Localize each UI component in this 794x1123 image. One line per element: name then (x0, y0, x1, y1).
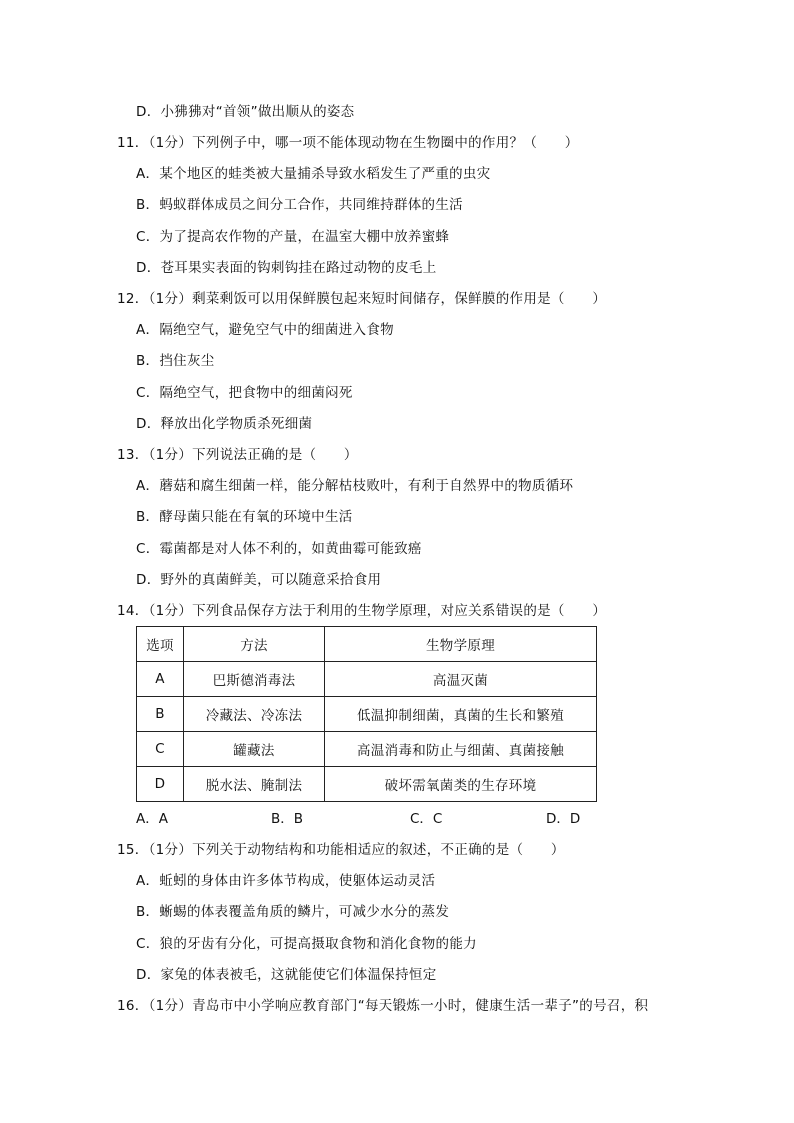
q10-option-d: D．小狒狒对“首领”做出顺从的姿态 (136, 104, 355, 120)
table-row (137, 662, 597, 697)
table-cell: 高温灭菌 (325, 662, 597, 697)
table-header-row (137, 627, 597, 662)
table-row (137, 732, 597, 767)
q13-option-a: A．蘑菇和腐生细菌一样，能分解枯枝败叶，有利于自然界中的物质循环 (136, 478, 574, 494)
table-cell: 脱水法、腌制法 (184, 767, 325, 802)
table-cell: 低温抑制细菌，真菌的生长和繁殖 (325, 697, 597, 732)
q14-answer-c: C．C (410, 811, 443, 827)
table-header-cell: 选项 (137, 627, 184, 662)
q16-stem: 16．（1分）青岛市中小学响应教育部门“每天锻炼一小时，健康生活一辈子”的号召，积 (117, 998, 649, 1014)
q11-option-d: D．苍耳果实表面的钩刺钩挂在路过动物的皮毛上 (136, 260, 437, 276)
q12-option-c: C．隔绝空气，把食物中的细菌闷死 (136, 385, 353, 401)
q12-option-b: B．挡住灰尘 (136, 353, 215, 369)
table-header-cell: 生物学原理 (325, 627, 597, 662)
q13-option-b: B．酵母菌只能在有氧的环境中生活 (136, 509, 353, 525)
q11-option-b: B．蚂蚁群体成员之间分工合作，共同维持群体的生活 (136, 197, 463, 213)
table-cell: A (137, 662, 184, 697)
q12-stem: 12．（1分）剩菜剩饭可以用保鲜膜包起来短时间储存，保鲜膜的作用是（ ） (117, 291, 607, 307)
table-cell: D (137, 767, 184, 802)
q14-table (136, 626, 597, 802)
q14-answer-b: B．B (271, 811, 304, 827)
q11-stem: 11．（1分）下列例子中，哪一项不能体现动物在生物圈中的作用？（ ） (117, 135, 579, 151)
table-row (137, 697, 597, 732)
q11-option-c: C．为了提高农作物的产量，在温室大棚中放养蜜蜂 (136, 229, 450, 245)
table-cell: 冷藏法、冷冻法 (184, 697, 325, 732)
q11-option-a: A．某个地区的蛙类被大量捕杀导致水稻发生了严重的虫灾 (136, 166, 491, 182)
q14-answer-a: A．A (136, 811, 168, 827)
q13-option-c: C．霉菌都是对人体不利的，如黄曲霉可能致癌 (136, 541, 422, 557)
q15-option-a: A．蚯蚓的身体由许多体节构成，使躯体运动灵活 (136, 873, 436, 889)
q12-option-d: D．释放出化学物质杀死细菌 (136, 416, 313, 432)
q15-option-c: C．狼的牙齿有分化，可提高摄取食物和消化食物的能力 (136, 936, 477, 952)
table-cell: 破坏需氧菌类的生存环境 (325, 767, 597, 802)
q12-option-a: A．隔绝空气，避免空气中的细菌进入食物 (136, 322, 394, 338)
q13-option-d: D．野外的真菌鲜美，可以随意采拾食用 (136, 572, 382, 588)
table-cell: B (137, 697, 184, 732)
q14-stem: 14．（1分）下列食品保存方法于利用的生物学原理，对应关系错误的是（ ） (117, 603, 607, 619)
q13-stem: 13．（1分）下列说法正确的是（ ） (117, 447, 358, 463)
q15-stem: 15．（1分）下列关于动物结构和功能相适应的叙述，不正确的是（ ） (117, 842, 565, 858)
q14-answer-d: D．D (546, 811, 581, 827)
table-cell: C (137, 732, 184, 767)
table-cell: 巴斯德消毒法 (184, 662, 325, 697)
table-header-cell: 方法 (184, 627, 325, 662)
q15-option-b: B．蜥蜴的体表覆盖角质的鳞片，可减少水分的蒸发 (136, 904, 450, 920)
table-row (137, 767, 597, 802)
table-cell: 高温消毒和防止与细菌、真菌接触 (325, 732, 597, 767)
q15-option-d: D．家兔的体表被毛，这就能使它们体温保持恒定 (136, 967, 437, 983)
table-cell: 罐藏法 (184, 732, 325, 767)
